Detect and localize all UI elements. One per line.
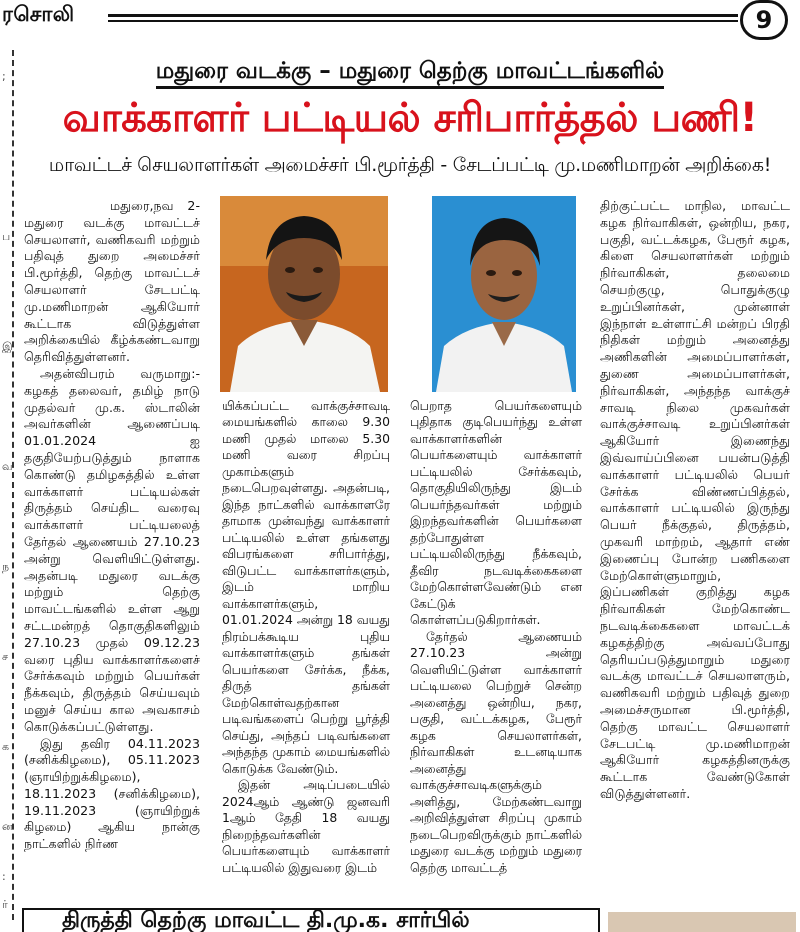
paragraph: தேர்தல் ஆணையம் 27.10.23 அன்று வெளியிட்டுள்ள வாக்காளர் பட்டியலை பெற்றுச் சென்ற அனைத்து ஒன்றிய, நகர, பகுதி, வட்டக்கழக, பேரூர் கழக செயலாளர்கள், நிர்வாகிகள் உடனடியாக அனைத்து வாக்குச்சாவடிகளுக்கும் அளித்து, மேற்கண்டவாறு அறிவித்துள்ள சிறப்பு முகாம் நடைபெறவிருக்கும் நாட்களில் மதுரை வடக்கு மற்றும் மதுரை தெற்கு மாவட்டத் <box>410 628 582 875</box>
next-article-headline: திருத்தி தெற்கு மாவட்ட தி.மு.க. சார்பில் <box>62 908 470 932</box>
edge-fragment: க <box>2 740 10 753</box>
paragraph: இதன் அடிப்படையில் 2024ஆம் ஆண்டு ஜனவரி 1ஆம் தேதி 18 வயது நிறைந்தவர்களின் பெயர்களையும் வாக்காளர் பட்டியலில் இதுவரை இடம் <box>222 777 390 875</box>
paragraph: அதன்விபரம் வருமாறு:- கழகத் தலைவர், தமிழ் நாடு முதல்வர் மு.க. ஸ்டாலின் அவர்களின் ஆணைப்படி 01.01.2024 ஐ தகுதியேற்படுத்தும் நாளாக கொண்டு தமிழகத்தில் உள்ள வாக்காளர் பட்டியல்கள் திருத்தம் செய்திட வரைவு வாக்காளர் பட்டியலைத் தேர்தல் ஆணையம் 27.10.23 அன்று வெளியிட்டுள்ளது. அதன்படி மதுரை வடக்கு மற்றும் தெற்கு மாவட்டங்களில் உள்ள ஆறு சட்டமன்றத் தொகுதிகளிலும் 27.10.23 முதல் 09.12.23 வரை புதிய வாக்காளர்களைச் சேர்க்கவும் மற்றும் பெயர்கள் நீக்கவும், திருத்தம் செய்யவும் மனுச் செய்ய கால அவகாசம் கொடுக்கப்பட்டுள்ளது. <box>24 365 200 734</box>
paragraph: இது தவிர 04.11.2023 (சனிக்கிழமை), 05.11.2023 (ஞாயிற்றுக்கிழமை), 18.11.2023 (சனிக்கிழமை), 19.11.2023 (ஞாயிற்றுக் கிழமை) ஆகிய நான்கு நாட்களில் நிர்ண <box>24 735 200 852</box>
paragraph: பெறாத பெயர்களையும் புதிதாக குடிபெயர்ந்து உள்ள வாக்காளர்களின் பெயர்களையும் வாக்காளர் பட்டியலில் சேர்க்கவும், தொகுதியிலிருந்து இடம் பெயர்ந்தவர்கள் மற்றும் இறந்தவர்களின் பெயர்களை தற்போதுள்ள பட்டியலிலிருந்து நீக்கவும், தீவிர நடவடிக்கைகளை மேற்கொள்ளவேண்டும் என கேட்டுக் கொள்ளப்படுகிறார்கள். <box>410 398 582 628</box>
article-column-3 <box>410 398 582 876</box>
edge-fragment: : <box>2 870 6 883</box>
edge-fragment: ந <box>2 560 10 573</box>
edge-fragment: ன <box>2 820 13 833</box>
next-article-teaser <box>22 902 798 932</box>
article-headline: வாக்காளர் பட்டியல் சரிபார்த்தல் பணி! <box>62 95 758 141</box>
paragraph: திற்குட்பட்ட மாநில, மாவட்ட கழக நிர்வாகிகள், ஒன்றிய, நகர, பகுதி, வட்டக்கழக, பேரூர் கழக, கிளை செயலாளர்கள் மற்றும் நிர்வாகிகள், தலைமை செயற்குழு, பொதுக்குழு உறுப்பினர்கள், முன்னாள் இந்நாள் உள்ளாட்சி மன்றப் பிரதி நிதிகள் மற்றும் அனைத்து அணிகளின் அமைப்பாளர்கள், துணை அமைப்பாளர்கள், நிர்வாகிகள், அந்தந்த வாக்குச் சாவடி நிலை முகவர்கள் வாக்குச்சாவடி உறுப்பினர்கள் ஆகியோர் இணைந்து இவ்வாய்ப்பினை பயன்படுத்தி வாக்காளர் பட்டியலில் பெயர் சேர்க்க விண்ணப்பித்தல், வாக்காளர் பட்டியலில் இருந்து பெயர் நீக்குதல், திருத்தம், முகவரி மாற்றம், ஆதார் எண் இணைப்பு போன்ற பணிகளை மேற்கொள்ளுமாறும், இப்பணிகள் குறித்து கழக நிர்வாகிகள் மேற்கொண்ட நடவடிக்கைகளை மாவட்டக் கழகத்திற்கு அவ்வப்போது தெரியப்படுத்துமாறும் மதுரை வடக்கு மாவட்டச் செயலாளரும், வணிகவரி மற்றும் பதிவுத் துறை அமைச்சருமான பி.மூர்த்தி, தெற்கு மாவட்ட செயலாளர் சேடபட்டி மு.மணிமாறன் ஆகியோர் கழகத்தினருக்கு கூட்டாக வேண்டுகோள் விடுத்துள்ளனர். <box>600 198 790 801</box>
edge-fragment: ர் <box>2 898 8 911</box>
header-rule-thin <box>108 20 738 22</box>
portrait-illustration <box>432 196 576 392</box>
edge-fragment: வ <box>2 460 13 473</box>
edge-fragment: இ <box>2 340 13 353</box>
article-column-4 <box>600 198 790 803</box>
edge-fragment: ச <box>2 650 9 663</box>
next-article-photo <box>608 912 796 932</box>
column-cut-line <box>12 50 14 920</box>
header-rule <box>108 14 738 17</box>
edge-fragment: ; <box>2 70 6 83</box>
article-column-2 <box>222 398 390 876</box>
article-kicker <box>112 54 708 88</box>
paragraph: மதுரை,நவ 2- மதுரை வடக்கு மாவட்டச் செயலாளர், வணிகவரி மற்றும் பதிவுத் துறை அமைச்சர் பி.மூர்த்தி, தெற்கு மாவட்டச் செயலாளர் சேடபட்டி மு.மணிமாறன் ஆகியோர் கூட்டாக விடுத்துள்ள அறிக்கையில் கீழ்க்கண்டவாறு தெரிவித்துள்ளனர். <box>24 198 200 365</box>
masthead: ரசொலி <box>2 2 75 26</box>
article-column-1 <box>24 198 200 853</box>
edge-fragment: ப <box>2 230 11 243</box>
minister-murthy-photo <box>220 196 388 392</box>
manimaran-photo <box>432 196 576 392</box>
portrait-illustration <box>220 196 388 392</box>
page-number: 9 <box>740 0 788 40</box>
paragraph: யிக்கப்பட்ட வாக்குச்சாவடி மையங்களில் காலை 9.30 மணி முதல் மாலை 5.30 மணி வரை சிறப்பு முகாம்களும் நடைபெறவுள்ளது. அதன்படி, இந்த நாட்களில் வாக்காளரே தாமாக முன்வந்து வாக்காளர் பட்டியலில் உள்ள தங்களது விபரங்களை சரிபார்த்து, விடுபட்ட வாக்காளர்களும், இடம் மாறிய வாக்காளர்களும், 01.01.2024 அன்று 18 வயது நிரம்பக்கூடிய புதிய வாக்காளர்களும் தங்கள் பெயர்களை சேர்க்க, நீக்க, திருத் தங்கள் மேற்கொள்வதற்கான படிவங்களைப் பெற்று பூர்த்தி செய்து, அந்தப் படிவங்களை அந்தந்த முகாம் மையங்களில் கொடுக்க வேண்டும். <box>222 398 390 776</box>
kicker-text: மதுரை வடக்கு – மதுரை தெற்கு மாவட்டங்களில் <box>156 58 664 89</box>
page-header <box>0 0 800 38</box>
article-subhead: மாவட்டச் செயலாளர்கள் அமைச்சர் பி.மூர்த்தி - சேடப்பட்டி மு.மணிமாறன் அறிக்கை! <box>48 154 772 176</box>
